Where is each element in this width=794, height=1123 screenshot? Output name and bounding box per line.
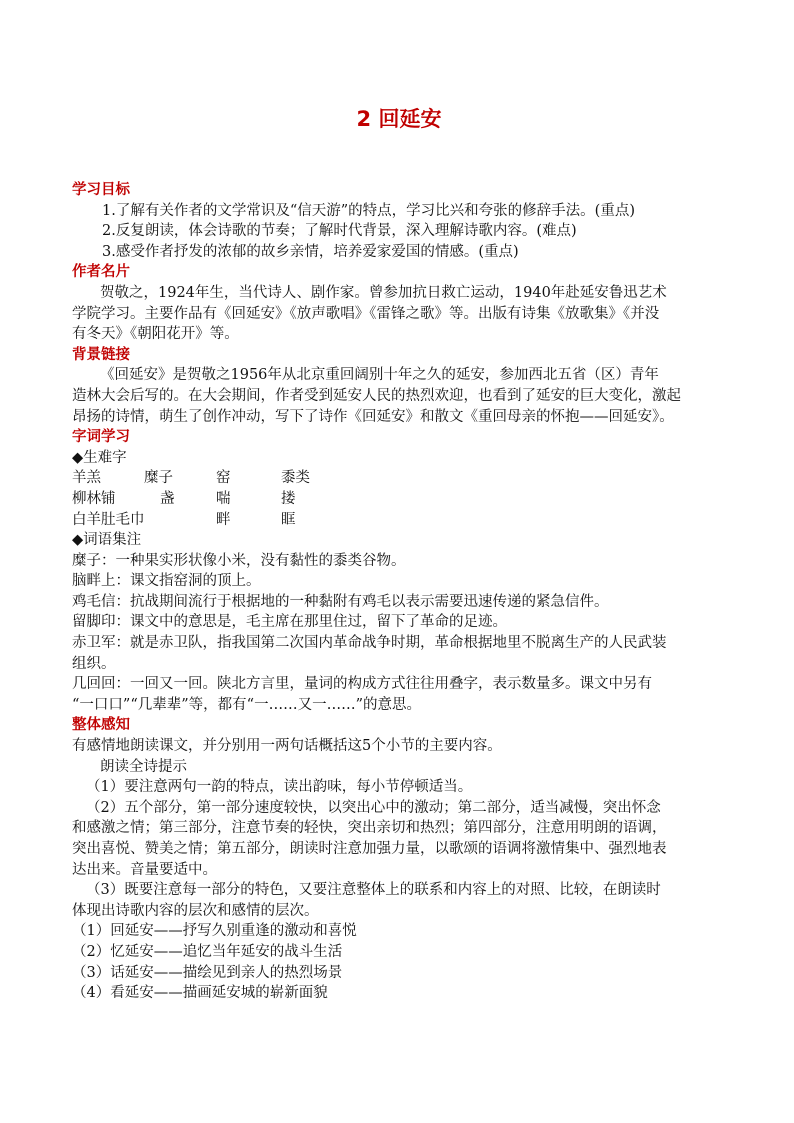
objectives-heading: 学习目标	[72, 182, 130, 198]
overall-heading: 整体感知	[72, 717, 130, 734]
note-line: 几回回：一回又一回。陕北方言里，量词的构成方式往往用叠字，表示数量多。课文中另有	[72, 676, 652, 693]
document-body	[72, 180, 726, 1004]
chars-row	[72, 468, 726, 489]
char-item: 搂	[281, 490, 296, 507]
char-item	[144, 510, 216, 531]
reading-tips-title: 朗读全诗提示	[100, 758, 187, 775]
note-line: 糜子：一种果实形状像小米，没有黏性的黍类谷物。	[72, 552, 406, 569]
char-item: 羊羔	[72, 470, 101, 487]
notes-subheading: ◆词语集注	[72, 532, 142, 549]
char-item: 白羊肚毛巾	[72, 511, 145, 528]
tip-line: （1）要注意两句一韵的特点，读出韵味，每小节停顿适当。	[86, 779, 473, 796]
chars-subheading: ◆生难字	[72, 449, 127, 466]
note-line: 组织。	[72, 655, 116, 672]
note-line: 留脚印：课文中的意思是，毛主席在那里住过，留下了革命的足迹。	[72, 614, 507, 631]
char-item: 窑	[216, 470, 231, 487]
author-text-line: 有冬天》《朝阳花开》等。	[72, 326, 239, 343]
char-item: 糜子	[144, 470, 173, 487]
tip-line: （2）五个部分，第一部分速度较快，以突出心中的激动；第二部分，适当减慢，突出怀念	[86, 799, 661, 816]
objective-item: 3.感受作者抒发的浓郁的故乡亲情，培养爱家爱国的情感。(重点)	[102, 243, 519, 260]
tip-line: 突出喜悦、赞美之情；第五部分，朗读时注意加强力量，以歌颂的语调将激情集中、强烈地表	[72, 841, 667, 857]
background-text-line: 《回延安》是贺敬之1956年从北京重回阔别十年之久的延安，参加西北五省（区）青年	[100, 367, 659, 384]
author-heading: 作者名片	[72, 264, 130, 281]
tip-line: （3）既要注意每一部分的特色，又要注意整体上的联系和内容上的对照、比较，在朗读时	[86, 882, 661, 899]
background-text-line: 造林大会后写的。在大会期间，作者受到延安人民的热烈欢迎，也看到了延安的巨大变化，激起	[72, 387, 681, 404]
summary-item: （3）话延安——描绘见到亲人的热烈场景	[72, 964, 343, 981]
objective-item: 2.反复朗读，体会诗歌的节奏；了解时代背景，深入理解诗歌内容。(难点)	[102, 223, 577, 240]
vocab-heading: 字词学习	[72, 429, 130, 446]
tip-line: 和感激之情；第三部分，注意节奏的轻快，突出亲切和热烈；第四部分，注意用明朗的语调，	[72, 820, 667, 837]
chars-row	[72, 489, 726, 510]
note-line: 赤卫军：就是赤卫队，指我国第二次国内革命战争时期，革命根据地里不脱离生产的人民武装	[72, 635, 667, 652]
summary-item: （1）回延安——抒写久别重逢的激动和喜悦	[72, 923, 357, 940]
author-text-line: 学院学习。主要作品有《回延安》《放声歌唱》《雷锋之歌》等。出版有诗集《放歌集》《并没	[72, 305, 660, 322]
char-item: 盏	[160, 490, 175, 507]
note-line: 鸡毛信：抗战期间流行于根据地的一种黏附有鸡毛以表示需要迅速传递的紧急信件。	[72, 593, 609, 610]
chars-row	[72, 510, 726, 531]
char-item: 黍类	[281, 470, 310, 487]
background-heading: 背景链接	[72, 346, 130, 363]
background-text-line: 昂扬的诗情，萌生了创作冲动，写下了诗作《回延安》和散文《重回母亲的怀抱——回延安》。	[72, 408, 674, 425]
char-item: 柳林铺	[72, 490, 116, 507]
char-item: 畔	[216, 511, 231, 528]
note-line: 脑畔上：课文指窑洞的顶上。	[72, 573, 261, 590]
author-text-line: 贺敬之，1924年生，当代诗人、剧作家。曾参加抗日救亡运动，1940年赴延安鲁迅艺术	[100, 284, 667, 301]
tip-line: 体现出诗歌内容的层次和感情的层次。	[72, 902, 319, 919]
summary-item: （2）忆延安——追忆当年延安的战斗生活	[72, 943, 343, 960]
note-line: “一口口”“几辈辈”等，都有“一……又一……”的意思。	[72, 696, 421, 713]
page-title: 2 回延安	[356, 107, 442, 131]
overall-intro: 有感情地朗读课文，并分别用一两句话概括这5个小节的主要内容。	[72, 738, 502, 755]
objective-item: 1.了解有关作者的文学常识及“信天游”的特点，学习比兴和夸张的修辞手法。(重点)	[102, 202, 635, 219]
tip-line: 达出来。音量要适中。	[72, 861, 217, 878]
char-item: 眶	[281, 511, 296, 528]
summary-item: （4）看延安——描画延安城的崭新面貌	[72, 985, 328, 1002]
char-item: 喘	[216, 490, 231, 507]
